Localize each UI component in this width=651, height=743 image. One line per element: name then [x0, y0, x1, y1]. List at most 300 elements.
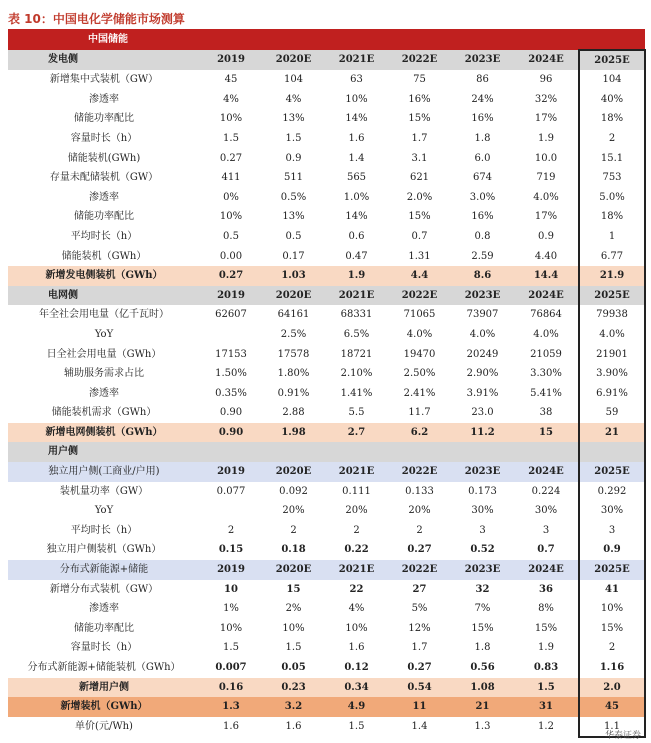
- table-cell: 6.0: [474, 152, 491, 164]
- table-cell: 8%: [538, 603, 554, 615]
- table-cell: 10%: [282, 622, 305, 634]
- table-cell: 73907: [466, 309, 499, 321]
- table-cell: 0.6: [348, 230, 365, 242]
- table-cell: 1%: [223, 603, 239, 615]
- table-cell: 2022E: [388, 50, 451, 71]
- table-cell: 0.54: [388, 678, 451, 698]
- table-row: [8, 560, 645, 580]
- table-cell: 62607: [215, 309, 247, 321]
- row-label: 分布式新能源+储能: [8, 560, 200, 580]
- table-cell: 2022E: [388, 560, 451, 580]
- table-row: [8, 384, 645, 404]
- table-cell: 3: [542, 524, 550, 536]
- table-row: [8, 482, 645, 502]
- table-cell: [579, 29, 645, 50]
- table-cell: 10%: [219, 113, 243, 125]
- table-cell: [451, 442, 514, 462]
- row-label: 渗透率: [89, 387, 119, 399]
- table-cell: 4%: [348, 603, 365, 615]
- table-row: [8, 70, 645, 90]
- table-cell: 15.1: [579, 149, 645, 169]
- table-cell: 59: [579, 403, 645, 423]
- table-cell: [579, 442, 645, 462]
- table-cell: 68331: [340, 309, 373, 321]
- row-label: 渗透率: [89, 191, 119, 203]
- table-cell: 2: [579, 638, 645, 658]
- table-cell: 10%: [219, 211, 243, 223]
- table-cell: 1.8: [474, 132, 491, 144]
- table-cell: 3.30%: [530, 368, 562, 380]
- table-cell: 45: [224, 74, 238, 86]
- table-cell: 2023E: [451, 462, 514, 482]
- table-cell: 0.133: [405, 485, 434, 497]
- table-cell: 2.50%: [403, 368, 436, 380]
- table-cell: [514, 442, 579, 462]
- table-cell: 0.111: [342, 485, 371, 497]
- table-cell: 1.5: [223, 642, 239, 654]
- table-cell: 16%: [408, 93, 431, 105]
- table-cell: 1.7: [411, 642, 428, 654]
- table-cell: 2.0%: [406, 191, 433, 203]
- table-cell: 6.77: [579, 247, 645, 267]
- table-cell: 0.9: [538, 230, 554, 242]
- table-cell: 22: [349, 583, 364, 595]
- table-cell: 1.5: [514, 678, 579, 698]
- table-row: [8, 540, 645, 560]
- table-row: [8, 619, 645, 639]
- table-cell: 2.59: [471, 250, 494, 262]
- table-cell: 2022E: [388, 286, 451, 306]
- table-cell: 4.0%: [469, 328, 496, 340]
- table-cell: 11.2: [451, 423, 514, 443]
- table-cell: 0.27: [407, 662, 432, 673]
- table-cell: 64161: [277, 309, 310, 321]
- table-cell: 4.40: [534, 250, 558, 262]
- table-cell: 3.90%: [579, 364, 645, 384]
- table-cell: [200, 501, 262, 521]
- table-cell: 753: [579, 168, 645, 188]
- table-cell: 10.0: [534, 152, 558, 164]
- table-cell: 0.292: [579, 482, 645, 502]
- table-cell: 10%: [579, 599, 645, 619]
- table-cell: 2025E: [579, 560, 645, 580]
- table-cell: 18%: [579, 207, 645, 227]
- table-cell: 0.7: [537, 544, 555, 556]
- table-row: [8, 227, 645, 247]
- table-cell: 14%: [345, 211, 368, 223]
- table-cell: 0.27: [200, 266, 262, 286]
- table-cell: [200, 29, 262, 50]
- table-cell: 0.91%: [277, 387, 310, 399]
- table-row: [8, 599, 645, 619]
- table-cell: 2.41%: [403, 387, 436, 399]
- table-cell: 18721: [340, 348, 373, 360]
- table-cell: 1.8: [474, 642, 491, 654]
- table-cell: 4.4: [388, 266, 451, 286]
- table-cell: 2019: [200, 50, 262, 71]
- table-cell: 5.0%: [579, 188, 645, 208]
- row-label: 储能装机（GWh）: [61, 250, 147, 262]
- table-cell: 0.12: [344, 662, 369, 673]
- table-cell: 15: [514, 423, 579, 443]
- table-cell: 4.0%: [533, 328, 559, 340]
- table-row: [8, 149, 645, 169]
- table-cell: 2: [579, 129, 645, 149]
- table-cell: 1.6: [348, 132, 365, 144]
- table-cell: 0.22: [344, 544, 369, 556]
- row-label: 渗透率: [89, 93, 119, 105]
- table-cell: 2025E: [579, 286, 645, 306]
- table-cell: 3.91%: [466, 387, 499, 399]
- row-label: YoY: [94, 505, 114, 517]
- table-cell: 0.34: [325, 678, 388, 698]
- table-cell: 5.5: [348, 407, 365, 419]
- table-cell: 1.41%: [340, 387, 373, 399]
- table-cell: 2.5%: [280, 328, 307, 340]
- table-cell: 10%: [219, 622, 243, 634]
- table-cell: 24%: [471, 93, 494, 105]
- table-cell: 0.092: [279, 485, 308, 497]
- table-cell: 1.6: [348, 642, 365, 654]
- table-cell: 11: [388, 697, 451, 717]
- table-cell: 6.5%: [343, 328, 370, 340]
- table-cell: [262, 442, 325, 462]
- table-row: [8, 442, 645, 462]
- table-row: [8, 247, 645, 267]
- table-row: [8, 50, 645, 71]
- table-cell: 20%: [345, 505, 368, 517]
- table-cell: 17153: [215, 348, 247, 360]
- table-cell: 0.9: [579, 540, 645, 560]
- table-cell: 0.9: [285, 152, 302, 164]
- row-label: 新增发电侧装机（GWh）: [8, 266, 200, 286]
- table-cell: 1.3: [200, 697, 262, 717]
- table-cell: 4.0%: [579, 325, 645, 345]
- table-cell: 1.5: [285, 642, 302, 654]
- table-cell: 2021E: [325, 560, 388, 580]
- table-cell: 21: [579, 423, 645, 443]
- table-cell: 32%: [534, 93, 558, 105]
- row-label: 电网侧: [8, 286, 200, 306]
- table-cell: 2024E: [514, 560, 579, 580]
- row-label: 渗透率: [89, 603, 119, 615]
- table-cell: 21: [451, 697, 514, 717]
- table-cell: 1.16: [579, 658, 645, 678]
- table-cell: 3.0%: [469, 191, 496, 203]
- table-cell: 15%: [534, 622, 558, 634]
- row-label: 分布式新能源+储能装机（GWh）: [27, 662, 181, 673]
- table-cell: 4.9: [325, 697, 388, 717]
- table-cell: 1.1: [579, 717, 645, 738]
- table-cell: 511: [283, 172, 304, 184]
- table-cell: 15%: [408, 211, 431, 223]
- table-cell: 1: [579, 227, 645, 247]
- table-cell: 0.90: [200, 423, 262, 443]
- table-cell: 0%: [223, 191, 239, 203]
- table-cell: 0.83: [533, 662, 559, 673]
- table-cell: 30%: [471, 505, 494, 517]
- table-cell: 1.9: [538, 132, 554, 144]
- table-row: [8, 325, 645, 345]
- row-label: 储能装机(GWh): [67, 152, 141, 164]
- table-cell: 2: [353, 524, 360, 536]
- table-cell: 104: [283, 74, 304, 86]
- table-cell: 0.5: [223, 230, 239, 242]
- table-cell: 565: [346, 172, 367, 184]
- row-label: 平均时长（h）: [70, 230, 138, 242]
- table-row: [8, 403, 645, 423]
- table-cell: 1.6: [285, 721, 302, 733]
- table-cell: 2.7: [325, 423, 388, 443]
- table-cell: 1.80%: [277, 368, 310, 380]
- row-label: 辅助服务需求占比: [64, 368, 144, 380]
- row-label: 储能功率配比: [74, 113, 134, 125]
- table-row: [8, 678, 645, 698]
- table-cell: 0.00: [219, 250, 243, 262]
- table-cell: 79938: [579, 305, 645, 325]
- table-cell: 2025E: [579, 462, 645, 482]
- table-cell: 16%: [471, 211, 494, 223]
- table-cell: 13%: [282, 113, 305, 125]
- table-cell: 0.007: [215, 662, 247, 673]
- table-cell: 2: [290, 524, 297, 536]
- row-label: 存量未配储装机（GW）: [49, 172, 159, 184]
- row-label: 单价(元/Wh): [75, 721, 133, 733]
- table-cell: 3.2: [262, 697, 325, 717]
- table-cell: 0.27: [219, 152, 243, 164]
- table-cell: 2: [416, 524, 423, 536]
- table-cell: 2020E: [262, 560, 325, 580]
- table-cell: 40%: [579, 90, 645, 110]
- table-cell: [262, 29, 325, 50]
- table-row: [8, 462, 645, 482]
- table-row: [8, 364, 645, 384]
- table-cell: 1.5: [348, 721, 365, 733]
- table-cell: 23.0: [471, 407, 494, 419]
- table-cell: 2020E: [262, 462, 325, 482]
- table-row: [8, 29, 645, 50]
- table-cell: 1.4: [348, 152, 365, 164]
- table-cell: 6.91%: [579, 384, 645, 404]
- table-cell: 75: [413, 74, 426, 86]
- table-row: [8, 286, 645, 306]
- table-cell: 10%: [345, 93, 368, 105]
- table-cell: 104: [579, 70, 645, 90]
- table-cell: 1.31: [408, 250, 431, 262]
- row-label: 装机量功率（GW）: [59, 485, 149, 497]
- table-cell: 1.3: [474, 721, 491, 733]
- table-cell: 2019: [200, 462, 262, 482]
- table-cell: 12%: [408, 622, 431, 634]
- table-row: [8, 501, 645, 521]
- table-cell: 1.7: [411, 132, 428, 144]
- table-cell: 15%: [471, 622, 494, 634]
- table-cell: 719: [536, 172, 556, 184]
- table-caption: 表 10：中国电化学储能市场测算: [8, 12, 185, 26]
- table-cell: 0.224: [531, 485, 561, 497]
- table-cell: 20%: [408, 505, 431, 517]
- table-cell: 10%: [345, 622, 368, 634]
- table-cell: 0.16: [200, 678, 262, 698]
- table-cell: 30%: [534, 505, 558, 517]
- table-cell: 2020E: [262, 286, 325, 306]
- table-cell: 36: [539, 583, 553, 595]
- row-label: 发电侧: [8, 50, 200, 71]
- table-cell: [325, 442, 388, 462]
- table-cell: 0.15: [218, 544, 244, 556]
- row-label: 新增集中式装机（GW）: [49, 74, 159, 86]
- row-label: 新增分布式装机（GW）: [49, 583, 159, 595]
- table-cell: [200, 442, 262, 462]
- table-cell: 0.18: [281, 544, 306, 556]
- table-cell: 63: [350, 74, 363, 86]
- table-cell: 0.90: [219, 407, 243, 419]
- table-cell: 86: [476, 74, 489, 86]
- table-cell: 0.5: [285, 230, 302, 242]
- table-cell: 3: [479, 524, 486, 536]
- table-cell: 7%: [474, 603, 491, 615]
- table-cell: 15%: [408, 113, 431, 125]
- table-cell: 5%: [411, 603, 428, 615]
- table-cell: 1.5: [223, 132, 239, 144]
- table-cell: 2.88: [282, 407, 305, 419]
- row-label: 独立用户侧(工商业/户用): [8, 462, 200, 482]
- table-cell: 19470: [403, 348, 436, 360]
- table-row: [8, 717, 645, 738]
- table-row: [8, 90, 645, 110]
- table-cell: 1.9: [538, 642, 554, 654]
- table-cell: 0.05: [281, 662, 306, 673]
- table-cell: 1.4: [411, 721, 428, 733]
- table-cell: 621: [409, 172, 430, 184]
- table-cell: 8.6: [451, 266, 514, 286]
- table-cell: 2019: [200, 286, 262, 306]
- row-label: YoY: [94, 328, 114, 340]
- table-cell: 0.52: [470, 544, 495, 556]
- table-row: [8, 168, 645, 188]
- table-cell: 0.27: [407, 544, 432, 556]
- table-cell: 21059: [530, 348, 562, 360]
- table-cell: 0.8: [474, 230, 491, 242]
- source-footnote: 华泰证券: [604, 731, 641, 741]
- table-cell: 0.077: [216, 485, 246, 497]
- table-row: [8, 521, 645, 541]
- table-cell: 20249: [466, 348, 499, 360]
- table-cell: 2023E: [451, 286, 514, 306]
- table-cell: 76864: [530, 309, 562, 321]
- storage-market-table: [8, 29, 646, 738]
- table-cell: 17578: [277, 348, 310, 360]
- table-row: [8, 109, 645, 129]
- table-cell: 15%: [579, 619, 645, 639]
- table-cell: 2.10%: [340, 368, 373, 380]
- row-label: 容量时长（h）: [70, 132, 138, 144]
- table-cell: 674: [472, 172, 493, 184]
- table-cell: 2%: [285, 603, 302, 615]
- table-row: [8, 266, 645, 286]
- table-cell: 16%: [471, 113, 494, 125]
- table-cell: 4%: [285, 93, 302, 105]
- table-cell: 1.03: [262, 266, 325, 286]
- row-label: 新增用户侧: [8, 678, 200, 698]
- table-cell: 1.2: [538, 721, 554, 733]
- row-label: 用户侧: [8, 442, 200, 462]
- row-label: 新增装机（GWh）: [8, 697, 200, 717]
- table-cell: 1.08: [451, 678, 514, 698]
- row-label: 储能装机需求（GWh）: [51, 407, 157, 419]
- table-cell: 4.0%: [406, 328, 433, 340]
- table-cell: 15: [286, 583, 301, 595]
- table-cell: 411: [221, 172, 241, 184]
- table-cell: 2024E: [514, 50, 579, 71]
- table-row: [8, 658, 645, 678]
- table-cell: 5.41%: [530, 387, 562, 399]
- table-cell: 0.173: [468, 485, 497, 497]
- table-cell: [200, 325, 262, 345]
- table-cell: 1.50%: [215, 368, 247, 380]
- table-row: [8, 207, 645, 227]
- table-row: [8, 580, 645, 600]
- table-cell: 2021E: [325, 50, 388, 71]
- table-cell: 2.0: [579, 678, 645, 698]
- table-cell: 10: [224, 583, 238, 595]
- table-cell: 41: [579, 580, 645, 600]
- table-cell: 45: [579, 697, 645, 717]
- table-cell: 1.6: [223, 721, 239, 733]
- table-cell: 71065: [403, 309, 436, 321]
- table-cell: 13%: [282, 211, 305, 223]
- table-cell: 2.90%: [466, 368, 499, 380]
- row-label: 年全社会用电量（亿千瓦时）: [39, 309, 169, 321]
- row-label: 日全社会用电量（GWh）: [46, 348, 162, 360]
- table-cell: 1.0%: [343, 191, 370, 203]
- table-cell: 4%: [223, 93, 239, 105]
- table-cell: 3.1: [411, 152, 428, 164]
- table-cell: 18%: [579, 109, 645, 129]
- table-cell: 20%: [282, 505, 305, 517]
- table-cell: 27: [412, 583, 427, 595]
- row-label: 新增电网侧装机（GWh）: [8, 423, 200, 443]
- table-cell: [388, 29, 451, 50]
- row-label: 容量时长（h）: [70, 642, 138, 654]
- table-cell: 2024E: [514, 462, 579, 482]
- table-row: [8, 188, 645, 208]
- table-cell: 14%: [345, 113, 368, 125]
- table-cell: [514, 29, 579, 50]
- table-cell: [451, 29, 514, 50]
- table-cell: 1.98: [262, 423, 325, 443]
- table-cell: 21901: [579, 345, 645, 365]
- table-row: [8, 129, 645, 149]
- table-cell: 0.23: [262, 678, 325, 698]
- table-cell: 2019: [200, 560, 262, 580]
- table-row: [8, 697, 645, 717]
- table-cell: 2: [227, 524, 235, 536]
- table-cell: 0.47: [345, 250, 368, 262]
- table-cell: 2022E: [388, 462, 451, 482]
- table-cell: 38: [539, 407, 553, 419]
- table-cell: 11.7: [408, 407, 431, 419]
- row-label: 平均时长（h）: [70, 524, 138, 536]
- table-cell: 17%: [534, 113, 558, 125]
- table-cell: 17%: [534, 211, 558, 223]
- table-cell: 2023E: [451, 50, 514, 71]
- table-cell: 6.2: [388, 423, 451, 443]
- table-cell: 32: [475, 583, 490, 595]
- table-cell: 2024E: [514, 286, 579, 306]
- table-cell: 14.4: [514, 266, 579, 286]
- table-cell: 0.56: [470, 662, 495, 673]
